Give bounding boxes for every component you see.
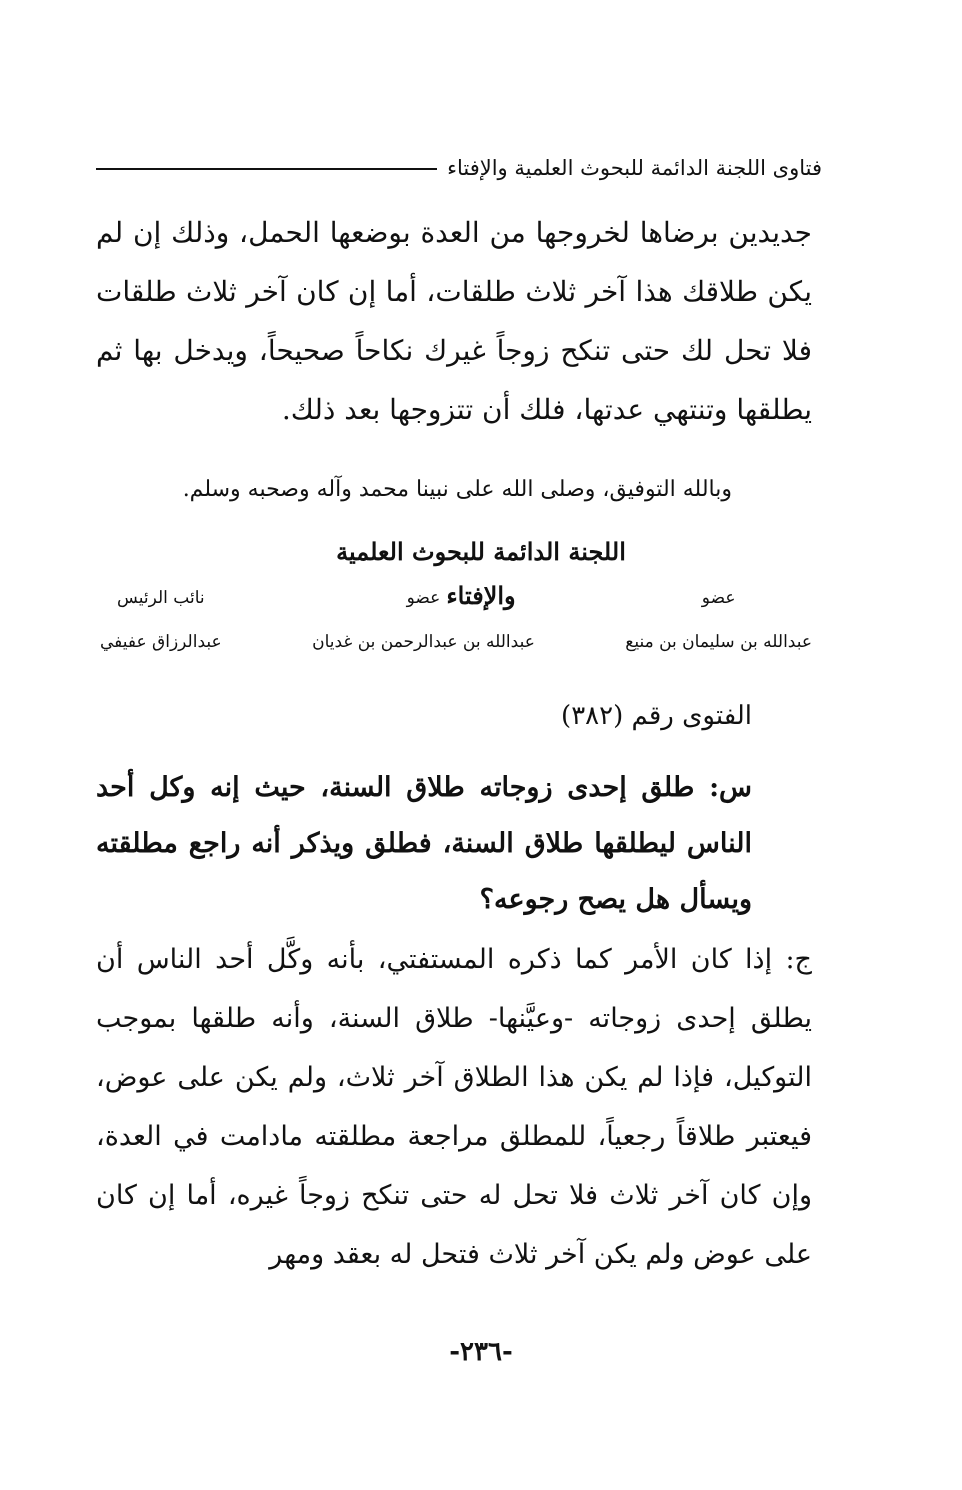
signer-1 [625, 580, 812, 660]
header-title: فتاوى اللجنة الدائمة للبحوث العلمية والإفتاء [447, 156, 822, 180]
header-rule [96, 168, 437, 170]
signer-2 [312, 580, 535, 660]
signer-3 [100, 580, 222, 660]
signatories [100, 580, 812, 660]
fatwa-number: الفتوى رقم (٣٨٢) [561, 701, 752, 731]
answer-text: ج: إذا كان الأمر كما ذكره المستفتي، بأنه وكَّل أحد الناس أن يطلق إحدى زوجاته -وعيَّنها- طلاق السنة، وأنه طلقها بموجب التوكيل، فإذا لم يكن هذا الطلاق آخر ثلاث، ولم يكن على عوض، فيعتبر طلاقاً رجعياً، للمطلق مراجعة مطلقته مادامت في العدة، وإن كان آخر ثلاث فلا تحل له حتى تنكح زوجاً غيره، أما إن كان على عوض ولم يكن آخر ثلاث فتحل له بعقد ومهر [96, 944, 812, 1270]
committee-name: اللجنة الدائمة للبحوث العلمية والإفتاء [336, 537, 626, 610]
paragraph-continuation: جديدين برضاها لخروجها من العدة بوضعها الحمل، وذلك إن لم يكن طلاقك هذا آخر ثلاث طلقات، أما إن كان آخر ثلاث طلقات فلا تحل لك حتى تنكح زوجاً غيرك نكاحاً صحيحاً، ويدخل بها ثم يطلقها وتنتهي عدتها، فلك أن تتزوجها بعد ذلك. [96, 216, 812, 426]
page-number: -٢٣٦- [449, 1337, 513, 1367]
question-text: س: طلق إحدى زوجاته طلاق السنة، حيث إنه وكل أحد الناس ليطلقها طلاق السنة، فطلق ويذكر أنه راجع مطلقته ويسأل هل يصح رجوعه؟ [96, 772, 752, 915]
running-header [96, 136, 822, 180]
closing-line: وبالله التوفيق، وصلى الله على نبينا محمد وآله وصحبه وسلم. [182, 477, 732, 502]
signer-name: عبدالرزاق عفيفي [100, 632, 222, 652]
signer-name: عبدالله بن سليمان بن منيع [625, 632, 812, 652]
signer-role: عضو [406, 588, 441, 608]
signer-role: عضو [701, 588, 736, 608]
signer-role: نائب الرئيس [117, 588, 205, 608]
signer-name: عبدالله بن عبدالرحمن بن غديان [312, 632, 535, 652]
